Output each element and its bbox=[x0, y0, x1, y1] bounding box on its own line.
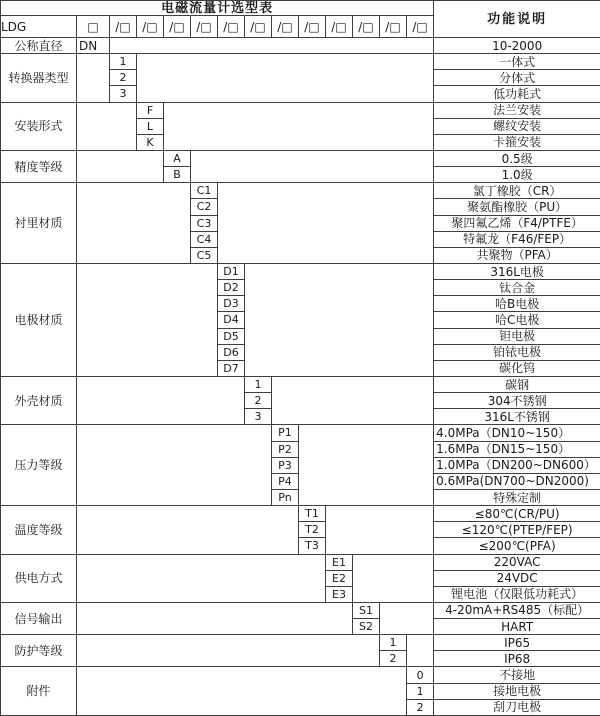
code-cell: 1 bbox=[380, 635, 407, 651]
group-label: 信号输出 bbox=[1, 602, 77, 634]
model-prefix: LDG bbox=[1, 16, 77, 38]
filler-cell bbox=[77, 54, 110, 102]
function-cell: HART bbox=[434, 619, 600, 635]
model-code-slot: /□ bbox=[299, 16, 326, 38]
function-cell: 哈B电极 bbox=[434, 296, 600, 312]
code-cell: P2 bbox=[272, 441, 299, 457]
function-cell: 钛合金 bbox=[434, 280, 600, 296]
function-cell: ≤200℃(PFA) bbox=[434, 538, 600, 554]
model-code-slot: /□ bbox=[353, 16, 380, 38]
filler-cell bbox=[326, 506, 434, 554]
group-label: 精度等级 bbox=[1, 150, 77, 182]
function-cell: 24VDC bbox=[434, 570, 600, 586]
function-cell: 4-20mA+RS485（标配） bbox=[434, 602, 600, 618]
group-label: 衬里材质 bbox=[1, 183, 77, 264]
filler-cell bbox=[77, 376, 245, 424]
code-cell: D1 bbox=[218, 263, 245, 279]
code-cell: P1 bbox=[272, 425, 299, 441]
filler-cell bbox=[407, 635, 434, 667]
function-cell: 1.6MPa（DN15~150） bbox=[434, 441, 600, 457]
code-cell: L bbox=[137, 118, 164, 134]
function-cell: IP65 bbox=[434, 635, 600, 651]
code-cell: C3 bbox=[191, 215, 218, 231]
code-cell: A bbox=[164, 150, 191, 166]
function-cell: 0.5级 bbox=[434, 150, 600, 166]
code-cell: T2 bbox=[299, 522, 326, 538]
function-cell: 316L不锈钢 bbox=[434, 409, 600, 425]
function-cell: 分体式 bbox=[434, 70, 600, 86]
function-cell: 法兰安装 bbox=[434, 102, 600, 118]
function-cell: 刮刀电极 bbox=[434, 699, 600, 715]
function-cell: 哈C电极 bbox=[434, 312, 600, 328]
model-code-slot: /□ bbox=[326, 16, 353, 38]
code-cell: 1 bbox=[245, 376, 272, 392]
function-cell: ≤120℃(PTEP/FEP) bbox=[434, 522, 600, 538]
code-cell: C1 bbox=[191, 183, 218, 199]
code-cell: P3 bbox=[272, 457, 299, 473]
filler-cell bbox=[77, 183, 191, 264]
code-cell: D5 bbox=[218, 328, 245, 344]
filler-cell bbox=[218, 183, 434, 264]
filler-cell bbox=[245, 263, 434, 376]
filler-cell bbox=[272, 376, 434, 424]
code-cell: D3 bbox=[218, 296, 245, 312]
function-cell: 氯丁橡胶（CR） bbox=[434, 183, 600, 199]
function-cell: 1.0级 bbox=[434, 167, 600, 183]
function-cell: 低功耗式 bbox=[434, 86, 600, 102]
filler-cell bbox=[353, 554, 434, 602]
function-cell: 不接地 bbox=[434, 667, 600, 683]
code-cell: Pn bbox=[272, 489, 299, 505]
code-cell: E2 bbox=[326, 570, 353, 586]
filler-cell bbox=[77, 667, 407, 716]
table-title: 电磁流量计选型表 bbox=[1, 1, 434, 16]
filler-cell bbox=[77, 425, 272, 506]
group-label: 电极材质 bbox=[1, 263, 77, 376]
filler-cell bbox=[77, 102, 137, 150]
code-cell: 2 bbox=[407, 699, 434, 715]
code-cell: DN bbox=[77, 38, 110, 54]
code-cell: 0 bbox=[407, 667, 434, 683]
code-cell: E3 bbox=[326, 586, 353, 602]
function-cell: 304不锈钢 bbox=[434, 393, 600, 409]
function-cell: 卡箍安装 bbox=[434, 134, 600, 150]
function-cell: 铂铱电极 bbox=[434, 344, 600, 360]
code-cell: P4 bbox=[272, 473, 299, 489]
code-cell: 3 bbox=[110, 86, 137, 102]
code-cell: C4 bbox=[191, 231, 218, 247]
function-cell: 一体式 bbox=[434, 54, 600, 70]
model-code-slot: /□ bbox=[218, 16, 245, 38]
code-cell: D7 bbox=[218, 360, 245, 376]
function-cell: 碳化钨 bbox=[434, 360, 600, 376]
function-cell: 钽电极 bbox=[434, 328, 600, 344]
model-code-slot: /□ bbox=[137, 16, 164, 38]
filler-cell bbox=[77, 635, 380, 667]
code-cell: K bbox=[137, 134, 164, 150]
function-cell: 0.6MPa(DN700~DN2000) bbox=[434, 473, 600, 489]
function-cell: 特氟龙（F46/FEP） bbox=[434, 231, 600, 247]
group-label: 附件 bbox=[1, 667, 77, 716]
code-cell: B bbox=[164, 167, 191, 183]
function-cell: 聚氨酯橡胶（PU） bbox=[434, 199, 600, 215]
model-code-slot: /□ bbox=[272, 16, 299, 38]
code-cell: C2 bbox=[191, 199, 218, 215]
model-code-slot: /□ bbox=[164, 16, 191, 38]
filler-cell bbox=[137, 54, 434, 102]
filler-cell bbox=[77, 602, 353, 634]
filler-cell bbox=[380, 602, 434, 634]
function-cell: 聚四氟乙烯（F4/PTFE） bbox=[434, 215, 600, 231]
group-label: 压力等级 bbox=[1, 425, 77, 506]
function-cell: 共聚物（PFA） bbox=[434, 247, 600, 263]
function-cell: 接地电极 bbox=[434, 683, 600, 699]
filler-cell bbox=[77, 506, 299, 554]
code-cell: S1 bbox=[353, 602, 380, 618]
model-code-slot: /□ bbox=[191, 16, 218, 38]
code-cell: E1 bbox=[326, 554, 353, 570]
function-cell: 锂电池（仅限低功耗式） bbox=[434, 586, 600, 602]
function-description-header: 功能说明 bbox=[434, 1, 600, 38]
code-cell: 1 bbox=[407, 683, 434, 699]
code-cell: D6 bbox=[218, 344, 245, 360]
group-label: 公称直径 bbox=[1, 38, 77, 54]
function-cell: 4.0MPa（DN10~150） bbox=[434, 425, 600, 441]
code-cell: 2 bbox=[245, 393, 272, 409]
code-cell: 2 bbox=[380, 651, 407, 667]
function-cell: 螺纹安装 bbox=[434, 118, 600, 134]
filler-cell bbox=[77, 263, 218, 376]
filler-cell bbox=[164, 102, 434, 150]
function-cell: 316L电极 bbox=[434, 263, 600, 279]
code-cell: S2 bbox=[353, 619, 380, 635]
filler-cell bbox=[110, 38, 434, 54]
group-label: 防护等级 bbox=[1, 635, 77, 667]
filler-cell bbox=[191, 150, 434, 182]
model-code-slot: /□ bbox=[407, 16, 434, 38]
function-cell: 特殊定制 bbox=[434, 489, 600, 505]
function-cell: ≤80℃(CR/PU) bbox=[434, 506, 600, 522]
function-cell: 1.0MPa（DN200~DN600） bbox=[434, 457, 600, 473]
function-cell: IP68 bbox=[434, 651, 600, 667]
filler-cell bbox=[299, 425, 434, 506]
group-label: 外壳材质 bbox=[1, 376, 77, 424]
function-cell: 碳钢 bbox=[434, 376, 600, 392]
filler-cell bbox=[77, 554, 326, 602]
model-code-box: □ bbox=[77, 16, 110, 38]
code-cell: 3 bbox=[245, 409, 272, 425]
group-label: 温度等级 bbox=[1, 506, 77, 554]
group-label: 安装形式 bbox=[1, 102, 77, 150]
code-cell: D4 bbox=[218, 312, 245, 328]
code-cell: D2 bbox=[218, 280, 245, 296]
function-cell: 220VAC bbox=[434, 554, 600, 570]
code-cell: 2 bbox=[110, 70, 137, 86]
group-label: 供电方式 bbox=[1, 554, 77, 602]
code-cell: C5 bbox=[191, 247, 218, 263]
model-code-slot: /□ bbox=[380, 16, 407, 38]
model-code-slot: /□ bbox=[245, 16, 272, 38]
filler-cell bbox=[77, 150, 164, 182]
model-code-slot: /□ bbox=[110, 16, 137, 38]
code-cell: T3 bbox=[299, 538, 326, 554]
group-label: 转换器类型 bbox=[1, 54, 77, 102]
function-cell: 10-2000 bbox=[434, 38, 600, 54]
code-cell: F bbox=[137, 102, 164, 118]
code-cell: T1 bbox=[299, 506, 326, 522]
code-cell: 1 bbox=[110, 54, 137, 70]
